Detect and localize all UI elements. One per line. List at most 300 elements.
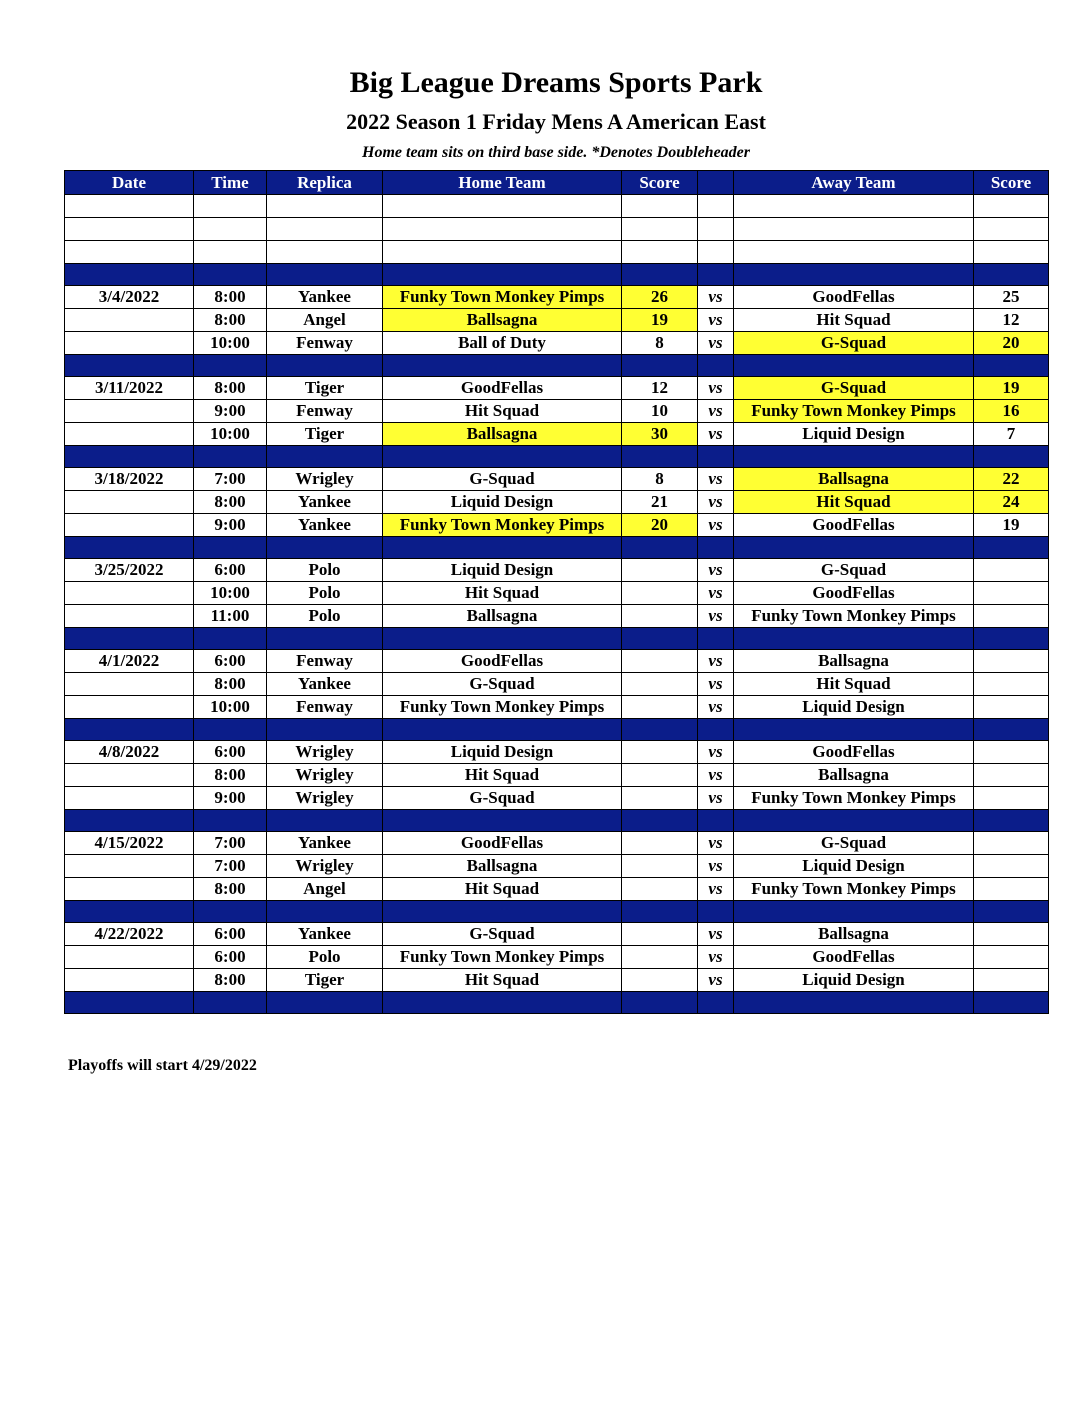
date-cell [65,400,194,423]
home-team-cell: G-Squad [383,787,622,810]
date-cell [65,582,194,605]
away-team-cell: Funky Town Monkey Pimps [734,605,974,628]
home-score-cell [622,650,698,673]
empty-cell [65,628,194,650]
empty-cell [734,355,974,377]
game-row [65,741,1049,764]
page-subtitle: 2022 Season 1 Friday Mens A American East [346,109,766,134]
replica-cell: Tiger [267,969,383,992]
vs-cell: vs [698,878,734,901]
home-team-cell: Hit Squad [383,582,622,605]
home-team-cell: Ballsagna [383,605,622,628]
empty-cell [698,901,734,923]
home-score-cell [622,787,698,810]
vs-cell: vs [698,309,734,332]
game-row [65,468,1049,491]
empty-cell [698,446,734,468]
game-row [65,377,1049,400]
empty-cell [974,218,1049,241]
time-cell: 11:00 [194,605,267,628]
vs-cell: vs [698,832,734,855]
game-row [65,332,1049,355]
game-row [65,832,1049,855]
empty-cell [65,264,194,286]
away-team-cell: Funky Town Monkey Pimps [734,787,974,810]
away-team-cell: Hit Squad [734,309,974,332]
vs-cell: vs [698,605,734,628]
date-cell: 4/1/2022 [65,650,194,673]
empty-cell [267,264,383,286]
column-header-away-team: Away Team [734,171,974,195]
home-team-cell: Ball of Duty [383,332,622,355]
replica-cell: Yankee [267,832,383,855]
empty-cell [65,992,194,1014]
time-cell: 10:00 [194,582,267,605]
empty-cell [622,218,698,241]
time-cell: 8:00 [194,969,267,992]
empty-cell [974,810,1049,832]
away-team-cell: Ballsagna [734,650,974,673]
game-row [65,878,1049,901]
time-cell: 6:00 [194,946,267,969]
empty-cell [194,901,267,923]
away-score-cell: 24 [974,491,1049,514]
away-score-cell [974,969,1049,992]
time-cell: 7:00 [194,468,267,491]
away-team-cell: Ballsagna [734,468,974,491]
home-score-cell: 30 [622,423,698,446]
date-cell: 3/18/2022 [65,468,194,491]
vs-cell: vs [698,787,734,810]
empty-cell [622,241,698,264]
away-score-cell [974,787,1049,810]
home-team-cell: Hit Squad [383,400,622,423]
column-header-replica: Replica [267,171,383,195]
empty-cell [194,537,267,559]
empty-cell [734,537,974,559]
replica-cell: Wrigley [267,787,383,810]
replica-cell: Yankee [267,514,383,537]
home-score-cell [622,741,698,764]
time-cell: 9:00 [194,400,267,423]
week-separator-row [65,719,1049,741]
home-score-cell: 8 [622,332,698,355]
away-score-cell: 22 [974,468,1049,491]
time-cell: 8:00 [194,491,267,514]
empty-cell [734,446,974,468]
replica-cell: Wrigley [267,855,383,878]
home-score-cell [622,878,698,901]
empty-cell [734,719,974,741]
away-score-cell: 19 [974,377,1049,400]
home-team-cell: Funky Town Monkey Pimps [383,286,622,309]
away-score-cell: 19 [974,514,1049,537]
away-score-cell: 16 [974,400,1049,423]
replica-cell: Yankee [267,286,383,309]
empty-cell [65,810,194,832]
date-cell: 3/4/2022 [65,286,194,309]
home-score-cell [622,764,698,787]
week-separator-row [65,992,1049,1014]
away-score-cell [974,832,1049,855]
date-cell [65,605,194,628]
time-cell: 8:00 [194,377,267,400]
away-score-cell [974,650,1049,673]
empty-cell [267,537,383,559]
date-cell [65,855,194,878]
vs-cell: vs [698,696,734,719]
home-score-cell [622,696,698,719]
time-cell: 7:00 [194,855,267,878]
home-team-cell: Ballsagna [383,855,622,878]
time-cell: 8:00 [194,673,267,696]
vs-cell: vs [698,741,734,764]
empty-cell [65,537,194,559]
empty-cell [698,810,734,832]
away-score-cell [974,605,1049,628]
empty-cell [383,628,622,650]
column-header-home-score: Score [622,171,698,195]
empty-cell [698,628,734,650]
away-team-cell: Ballsagna [734,923,974,946]
time-cell: 6:00 [194,741,267,764]
week-separator-row [65,628,1049,650]
empty-cell [622,628,698,650]
empty-cell [622,264,698,286]
home-team-cell: Liquid Design [383,559,622,582]
away-team-cell: GoodFellas [734,946,974,969]
away-team-cell: Liquid Design [734,423,974,446]
home-team-cell: Hit Squad [383,969,622,992]
empty-cell [974,628,1049,650]
game-row [65,309,1049,332]
game-row [65,286,1049,309]
game-row [65,491,1049,514]
empty-cell [267,195,383,218]
empty-cell [698,992,734,1014]
replica-cell: Yankee [267,923,383,946]
home-team-cell: Funky Town Monkey Pimps [383,696,622,719]
empty-cell [267,241,383,264]
empty-cell [194,992,267,1014]
date-cell [65,969,194,992]
home-team-cell: Ballsagna [383,423,622,446]
empty-cell [734,195,974,218]
game-row [65,582,1049,605]
empty-cell [383,719,622,741]
empty-cell [65,241,194,264]
time-cell: 7:00 [194,832,267,855]
empty-cell [622,537,698,559]
home-score-cell: 21 [622,491,698,514]
empty-cell [974,195,1049,218]
column-header-home-team: Home Team [383,171,622,195]
away-score-cell [974,559,1049,582]
away-team-cell: GoodFellas [734,514,974,537]
empty-cell [622,992,698,1014]
home-team-cell: Ballsagna [383,309,622,332]
empty-cell [734,218,974,241]
game-row [65,650,1049,673]
column-header-time: Time [194,171,267,195]
date-cell [65,332,194,355]
time-cell: 9:00 [194,787,267,810]
empty-cell [734,241,974,264]
time-cell: 8:00 [194,764,267,787]
empty-cell [622,901,698,923]
empty-cell [698,537,734,559]
away-score-cell [974,946,1049,969]
vs-cell: vs [698,582,734,605]
game-row [65,514,1049,537]
empty-cell [974,241,1049,264]
home-score-cell: 8 [622,468,698,491]
replica-cell: Polo [267,605,383,628]
empty-cell [974,355,1049,377]
home-team-cell: G-Squad [383,923,622,946]
home-team-cell: Funky Town Monkey Pimps [383,514,622,537]
empty-cell [974,992,1049,1014]
empty-cell [267,810,383,832]
vs-cell: vs [698,969,734,992]
home-team-cell: GoodFellas [383,377,622,400]
time-cell: 9:00 [194,514,267,537]
home-score-cell: 19 [622,309,698,332]
away-team-cell: Liquid Design [734,696,974,719]
empty-cell [65,446,194,468]
date-cell: 4/22/2022 [65,923,194,946]
vs-cell: vs [698,764,734,787]
away-score-cell [974,923,1049,946]
replica-cell: Fenway [267,696,383,719]
game-row [65,605,1049,628]
date-cell [65,787,194,810]
empty-cell [698,719,734,741]
game-row [65,673,1049,696]
empty-cell [622,810,698,832]
home-team-cell: Liquid Design [383,741,622,764]
home-score-cell: 20 [622,514,698,537]
week-separator-row [65,446,1049,468]
empty-cell [734,901,974,923]
away-team-cell: Hit Squad [734,491,974,514]
away-score-cell: 7 [974,423,1049,446]
replica-cell: Fenway [267,650,383,673]
empty-cell [267,719,383,741]
column-header-away-score: Score [974,171,1049,195]
time-cell: 10:00 [194,696,267,719]
empty-cell [383,218,622,241]
empty-cell [267,446,383,468]
away-team-cell: GoodFellas [734,286,974,309]
empty-cell [194,355,267,377]
home-score-cell: 26 [622,286,698,309]
away-team-cell: G-Squad [734,332,974,355]
empty-cell [194,218,267,241]
game-row [65,946,1049,969]
away-team-cell: Hit Squad [734,673,974,696]
date-cell [65,696,194,719]
game-row [65,855,1049,878]
away-score-cell [974,878,1049,901]
game-row [65,696,1049,719]
away-score-cell [974,696,1049,719]
empty-cell [698,355,734,377]
schedule-body [65,195,1049,1014]
empty-cell [734,810,974,832]
home-score-cell [622,855,698,878]
empty-cell [383,810,622,832]
time-cell: 6:00 [194,923,267,946]
game-row [65,400,1049,423]
home-score-cell [622,969,698,992]
empty-cell [622,195,698,218]
away-team-cell: GoodFellas [734,741,974,764]
home-score-cell: 12 [622,377,698,400]
vs-cell: vs [698,400,734,423]
time-cell: 8:00 [194,286,267,309]
date-cell [65,946,194,969]
vs-cell: vs [698,946,734,969]
blank-row [65,218,1049,241]
away-team-cell: Ballsagna [734,764,974,787]
date-cell: 4/8/2022 [65,741,194,764]
away-team-cell: G-Squad [734,377,974,400]
time-cell: 8:00 [194,309,267,332]
vs-cell: vs [698,855,734,878]
empty-cell [267,992,383,1014]
week-separator-row [65,355,1049,377]
away-team-cell: Liquid Design [734,969,974,992]
empty-cell [622,355,698,377]
vs-cell: vs [698,650,734,673]
empty-cell [698,241,734,264]
empty-cell [974,719,1049,741]
home-score-cell [622,946,698,969]
game-row [65,787,1049,810]
date-cell [65,309,194,332]
date-cell: 3/25/2022 [65,559,194,582]
week-separator-row [65,537,1049,559]
home-team-cell: GoodFellas [383,650,622,673]
vs-cell: vs [698,377,734,400]
empty-cell [622,446,698,468]
replica-cell: Yankee [267,491,383,514]
empty-cell [194,810,267,832]
column-header-date: Date [65,171,194,195]
replica-cell: Yankee [267,673,383,696]
home-score-cell [622,923,698,946]
empty-cell [383,901,622,923]
empty-cell [383,241,622,264]
table-header-row [65,171,1049,195]
home-score-cell [622,832,698,855]
vs-cell: vs [698,491,734,514]
replica-cell: Polo [267,946,383,969]
away-score-cell: 20 [974,332,1049,355]
game-row [65,923,1049,946]
empty-cell [974,901,1049,923]
page-title: Big League Dreams Sports Park [349,66,763,99]
empty-cell [383,446,622,468]
home-team-cell: GoodFellas [383,832,622,855]
home-team-cell: G-Squad [383,673,622,696]
empty-cell [65,355,194,377]
replica-cell: Angel [267,309,383,332]
empty-cell [974,264,1049,286]
playoffs-note: Playoffs will start 4/29/2022 [68,1057,257,1074]
empty-cell [974,446,1049,468]
empty-cell [383,355,622,377]
time-cell: 6:00 [194,650,267,673]
home-score-cell [622,605,698,628]
vs-cell: vs [698,423,734,446]
empty-cell [383,195,622,218]
empty-cell [974,537,1049,559]
empty-cell [267,628,383,650]
date-cell [65,764,194,787]
column-header-vs [698,171,734,195]
away-score-cell: 12 [974,309,1049,332]
date-cell: 4/15/2022 [65,832,194,855]
home-team-cell: Funky Town Monkey Pimps [383,946,622,969]
away-team-cell: Funky Town Monkey Pimps [734,400,974,423]
replica-cell: Fenway [267,332,383,355]
empty-cell [267,355,383,377]
empty-cell [698,264,734,286]
replica-cell: Polo [267,582,383,605]
game-row [65,764,1049,787]
vs-cell: vs [698,332,734,355]
empty-cell [194,195,267,218]
away-team-cell: G-Squad [734,832,974,855]
week-separator-row [65,264,1049,286]
home-team-cell: Hit Squad [383,878,622,901]
date-cell: 3/11/2022 [65,377,194,400]
away-score-cell [974,764,1049,787]
vs-cell: vs [698,514,734,537]
vs-cell: vs [698,559,734,582]
date-cell [65,514,194,537]
game-row [65,969,1049,992]
time-cell: 10:00 [194,332,267,355]
page-note: Home team sits on third base side. *Denotes Doubleheader [362,144,750,161]
replica-cell: Wrigley [267,741,383,764]
home-score-cell [622,559,698,582]
away-team-cell: Liquid Design [734,855,974,878]
time-cell: 6:00 [194,559,267,582]
home-team-cell: Hit Squad [383,764,622,787]
empty-cell [734,992,974,1014]
blank-row [65,241,1049,264]
empty-cell [194,446,267,468]
home-score-cell: 10 [622,400,698,423]
empty-cell [65,195,194,218]
replica-cell: Tiger [267,423,383,446]
replica-cell: Wrigley [267,764,383,787]
empty-cell [698,195,734,218]
home-score-cell [622,673,698,696]
empty-cell [383,992,622,1014]
away-score-cell [974,673,1049,696]
replica-cell: Tiger [267,377,383,400]
empty-cell [194,628,267,650]
away-score-cell [974,582,1049,605]
away-score-cell [974,741,1049,764]
home-team-cell: Liquid Design [383,491,622,514]
time-cell: 8:00 [194,878,267,901]
vs-cell: vs [698,923,734,946]
